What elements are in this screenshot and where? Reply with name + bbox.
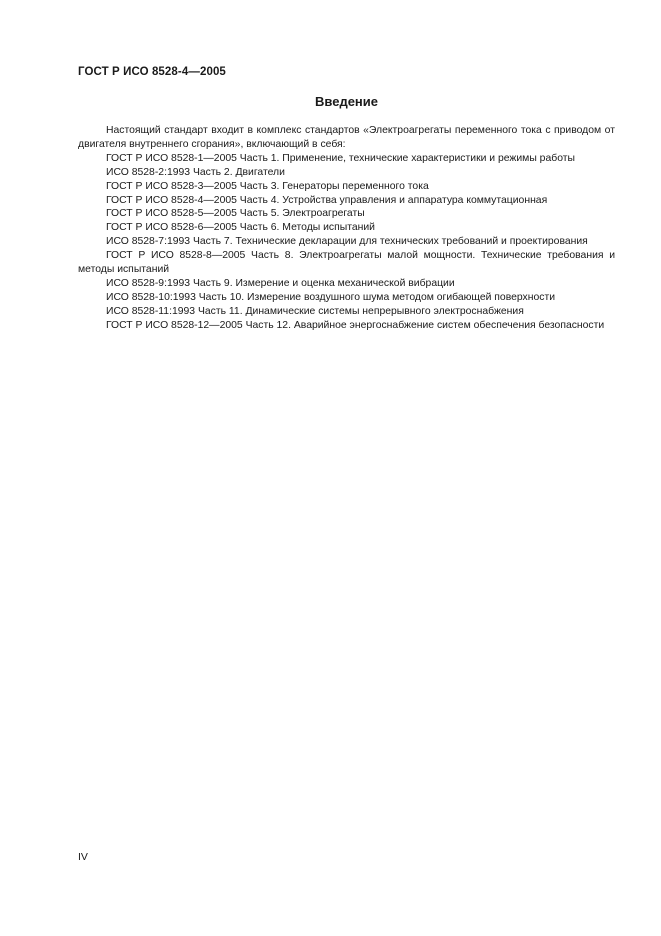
section-title: Введение [315,94,378,109]
part-item: ИСО 8528-2:1993 Часть 2. Двигатели [106,166,285,178]
part-item: ГОСТ Р ИСО 8528-5—2005 Часть 5. Электроагрегаты [106,208,365,220]
part-item: ГОСТ Р ИСО 8528-8—2005 Часть 8. Электроагрегаты малой мощности. Технические требования и методы испытаний [78,250,615,276]
part-item: ИСО 8528-7:1993 Часть 7. Технические декларации для технических требований и проектирования [106,236,588,248]
part-item: ГОСТ Р ИСО 8528-12—2005 Часть 12. Аварийное энергоснабжение систем обеспечения безопасности [106,319,605,331]
part-item: ГОСТ Р ИСО 8528-3—2005 Часть 3. Генераторы переменного тока [106,180,429,192]
introduction-body [78,124,615,333]
part-item: ГОСТ Р ИСО 8528-4—2005 Часть 4. Устройства управления и аппаратура коммутационная [106,194,548,206]
intro-paragraph: Настоящий стандарт входит в комплекс стандартов «Электроагрегаты переменного тока с приводом от двигателя внутреннего сгорания», включающий в себя: [78,125,615,150]
part-item: ГОСТ Р ИСО 8528-6—2005 Часть 6. Методы испытаний [106,222,375,234]
part-item: ИСО 8528-9:1993 Часть 9. Измерение и оценка механической вибрации [106,277,455,289]
part-item: ИСО 8528-11:1993 Часть 11. Динамические системы непрерывного электроснабжения [106,305,524,317]
page-number: IV [78,851,88,863]
part-item: ГОСТ Р ИСО 8528-1—2005 Часть 1. Применение, технические характеристики и режимы работы [106,152,575,164]
part-item: ИСО 8528-10:1993 Часть 10. Измерение воздушного шума методом огибающей поверхности [106,291,556,303]
document-header: ГОСТ Р ИСО 8528-4—2005 [78,66,226,78]
